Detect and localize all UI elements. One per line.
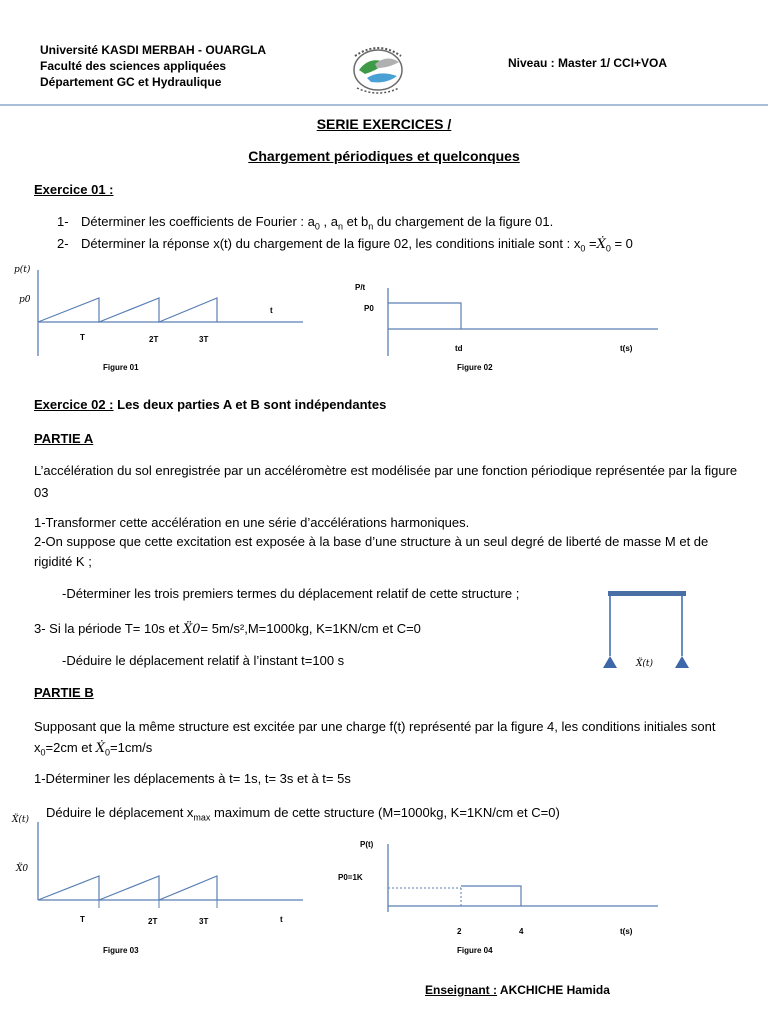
fig01-caption: Figure 01 <box>103 363 139 372</box>
partA-intro: L’accélération du sol enregistrée par un accéléromètre est modélisée par une fonction périodique représentée par la figure 03 <box>34 463 738 500</box>
level-label: Niveau : Master 1/ CCI+VOA <box>508 56 668 70</box>
faculty-name: Faculté des sciences appliquées <box>40 59 227 73</box>
fig04-tick-2: 2 <box>457 927 462 936</box>
teacher-signature: Enseignant : AKCHICHE Hamida <box>425 983 610 997</box>
header-institution <box>40 42 266 90</box>
fig01-xlabel: t <box>270 306 273 315</box>
left-support-icon <box>603 656 617 668</box>
fig01-ylabel: p(t) <box>14 265 31 275</box>
fig03-caption: Figure 03 <box>103 946 139 955</box>
exercise1-q2-number: 2- <box>57 236 69 251</box>
fig01-tick-T: T <box>80 333 85 342</box>
partA-q1: 1-Transformer cette accélération en une série d’accélérations harmoniques. <box>34 515 470 530</box>
fig02-xlabel: t(s) <box>620 344 633 353</box>
fig04-ylabel: P(t) <box>360 840 374 849</box>
fig03-ylabel: Ẍ(t) <box>12 815 30 825</box>
partA-q3c: -Déduire le déplacement relatif à l’instant t=100 s <box>62 653 345 668</box>
fig02-pulse <box>388 303 461 329</box>
fig01-sawtooth <box>38 298 217 322</box>
department-name: Département GC et Hydraulique <box>40 75 222 89</box>
fig01-tick-2T: 2T <box>149 335 159 344</box>
fig02-ylabel: P/t <box>355 283 366 292</box>
university-logo <box>345 40 411 98</box>
exercise1-q1-number: 1- <box>57 214 69 229</box>
subject-title: Chargement périodiques et quelconques <box>248 148 520 164</box>
partB-heading: PARTIE B <box>34 685 94 700</box>
frame-excitation-label: Ẍ(t) <box>636 659 654 669</box>
figure-04 <box>330 830 670 960</box>
fig04-level: P0=1K <box>338 873 363 882</box>
right-support-icon <box>675 656 689 668</box>
partB-q1: 1-Déterminer les déplacements à t= 1s, t= 3s et à t= 5s <box>34 771 351 786</box>
fig02-tick-td: td <box>455 344 463 353</box>
exercise1-q1: Déterminer les coefficients de Fourier : $a_0$ , $a_n$ et $b_n$ du chargement de la figure 01. <box>81 214 554 232</box>
exercise1-q2: Déterminer la réponse x(t) du chargement de la figure 02, les conditions initiale sont : $x_0$ =Ẋ$_0$ = 0 <box>81 236 633 254</box>
fig03-tick-3T: 3T <box>199 917 209 926</box>
fig03-tick-T: T <box>80 915 85 924</box>
partA-heading: PARTIE A <box>34 431 94 446</box>
fig02-level: P0 <box>364 304 374 313</box>
figure-01 <box>0 258 330 378</box>
figure-03 <box>0 808 330 958</box>
fig02-caption: Figure 02 <box>457 363 493 372</box>
partA-q2: 2-On suppose que cette excitation est exposée à la base d’une structure à un seul degré de liberté de masse M et de rigidité K ; <box>34 534 709 569</box>
partA-q3: 3- Si la période T= 10s et Ẍ0= 5m/s²,M=1000kg, K=1KN/cm et C=0 <box>34 621 421 637</box>
exercise2-heading: Exercice 02 : Les deux parties A et B sont indépendantes <box>34 397 387 412</box>
frame-beam <box>608 591 686 596</box>
fig03-level: Ẍ0 <box>16 864 29 874</box>
exercise1-heading: Exercice 01 : <box>34 182 114 197</box>
fig04-pulse <box>461 886 521 906</box>
fig04-caption: Figure 04 <box>457 946 493 955</box>
fig04-xlabel: t(s) <box>620 927 633 936</box>
partB-intro: Supposant que la même structure est excitée par une charge f(t) représenté par la figure 4, les conditions initiales sont $x_0=2cm$ et Ẋ$_0$=1cm/s <box>34 719 716 758</box>
fig03-tick-2T: 2T <box>148 917 158 926</box>
partB-q2: Déduire le déplacement $x_{max}$ maximum de cette structure (M=1000kg, K=1KN/cm et C=0) <box>46 805 560 823</box>
fig03-xlabel: t <box>280 915 283 924</box>
fig03-sawtooth <box>38 876 217 900</box>
portal-frame-diagram <box>598 588 698 676</box>
fig04-tick-4: 4 <box>519 927 524 936</box>
figure-02 <box>340 278 670 378</box>
header-divider <box>0 104 768 106</box>
partA-q2b: -Déterminer les trois premiers termes du déplacement relatif de cette structure ; <box>62 586 520 601</box>
serie-title: SERIE EXERCICES / <box>316 116 452 132</box>
fig01-level: p0 <box>19 295 31 305</box>
university-name: Université KASDI MERBAH - OUARGLA <box>40 43 267 57</box>
fig01-tick-3T: 3T <box>199 335 209 344</box>
